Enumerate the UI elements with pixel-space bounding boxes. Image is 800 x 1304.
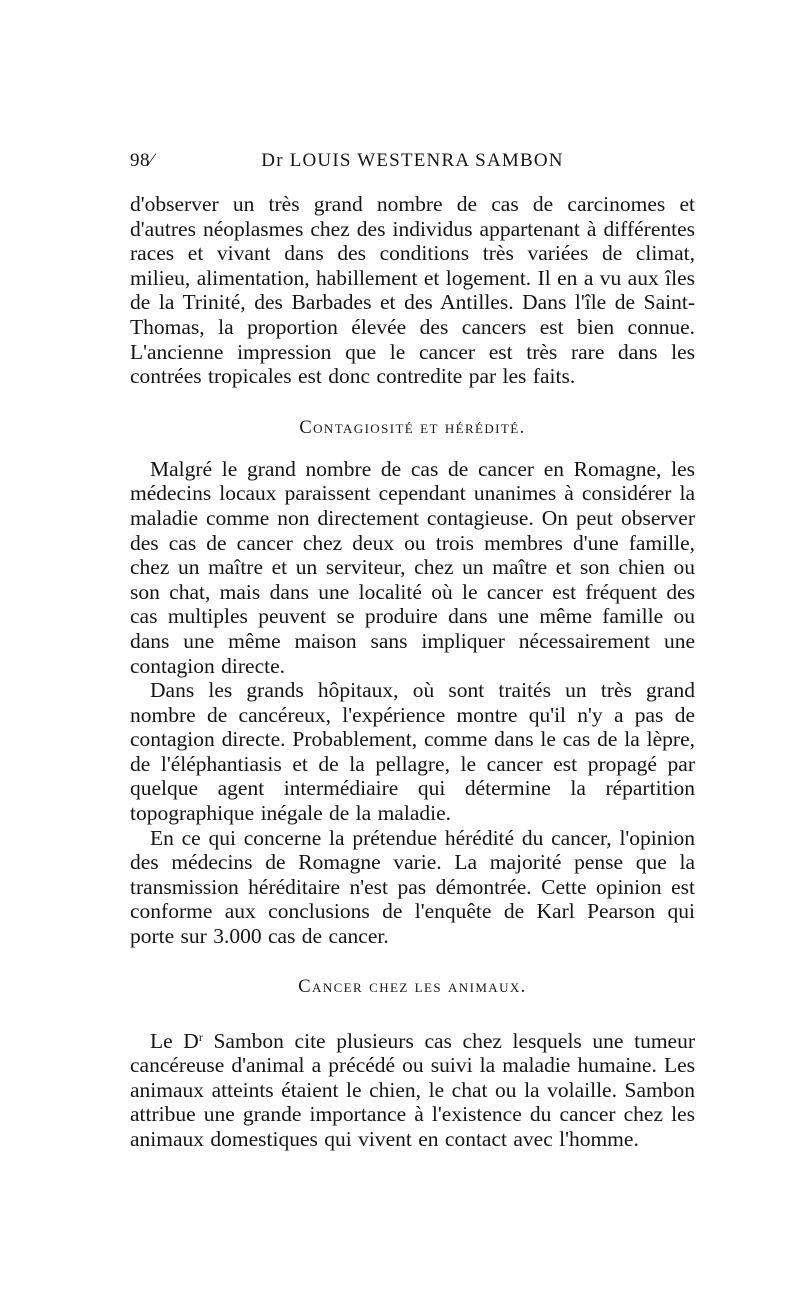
running-title: Dr LOUIS WESTENRA SAMBON bbox=[261, 150, 564, 171]
paragraph-hopitaux: Dans les grands hôpitaux, où sont traités un très grand nombre de cancéreux, l'expérience montre qu'il n'y a pas de contagion directe. Probablement, comme dans le cas de la lèpre, de l'éléphantiasis et de la pellagre, le cancer est propagé par quelque agent intermédiaire qui détermine la répartition topographique inégale de la maladie. bbox=[130, 678, 695, 826]
page-body bbox=[130, 192, 695, 1152]
section-heading-animaux: Cancer chez les animaux. bbox=[298, 976, 527, 997]
page-header bbox=[130, 150, 695, 180]
paragraph-heredite: En ce qui concerne la prétendue hérédité du cancer, l'opinion des médecins de Romagne varie. La majorité pense que la transmission héréditaire n'est pas démontrée. Cette opinion est conforme aux conclusions de l'enquête de Karl Pearson qui porte sur 3.000 cas de cancer. bbox=[130, 825, 695, 949]
paragraph-animaux-start: Le D bbox=[150, 1028, 199, 1053]
section-heading-contagiosite: Contagiosité et hérédité. bbox=[299, 417, 526, 438]
paragraph-intro: d'observer un très grand nombre de cas de carcinomes et d'autres néoplasmes chez des individus appartenant à différentes races et vivant dans des conditions très variées de climat, milieu, alimentation, habillement et logement. Il en a vu aux îles de la Trinité, des Barbades et des Antilles. Dans l'île de Saint-Thomas, la proportion élevée des cancers est bien connue. L'ancienne impression que le cancer est très rare dans les contrées tropicales est donc contredite par les faits. bbox=[130, 192, 695, 389]
paragraph-animaux-rest: Sambon cite plusieurs cas chez lesquels une tumeur cancéreuse d'animal a précédé ou suivi la maladie humaine. Les animaux atteints étaient le chien, le chat ou la volaille. Sambon attribue une grande importance à l'existence du cancer chez les animaux domestiques qui vivent en contact avec l'homme. bbox=[130, 1028, 695, 1151]
page-number: 98⁄ bbox=[130, 150, 154, 171]
superscript-r: r bbox=[198, 1029, 203, 1044]
paragraph-animaux bbox=[130, 1025, 695, 1152]
paragraph-contagion: Malgré le grand nombre de cas de cancer en Romagne, les médecins locaux paraissent cependant unanimes à considérer la maladie comme non directement contagieuse. On peut observer des cas de cancer chez deux ou trois membres d'une famille, chez un maître et un serviteur, chez un maître et son chien ou son chat, mais dans une localité où le cancer est fréquent des cas multiples peuvent se produire dans une même famille ou dans une même maison sans impliquer nécessairement une contagion directe. bbox=[130, 456, 695, 678]
